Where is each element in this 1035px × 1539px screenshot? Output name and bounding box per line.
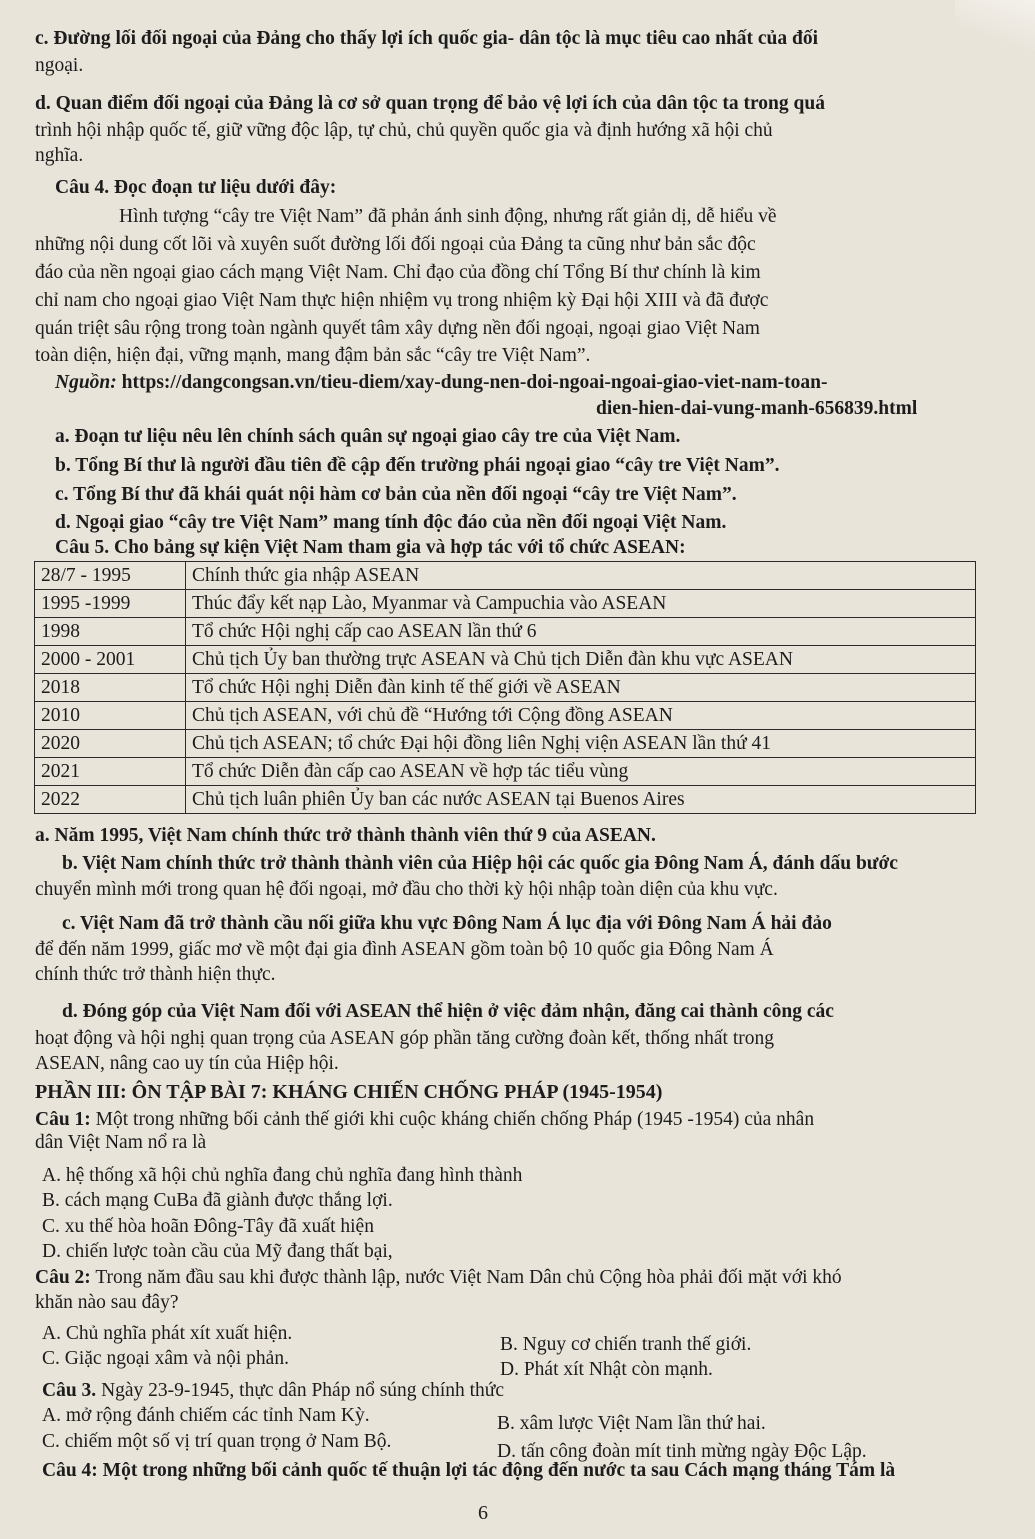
- p3-q3-option-a: A. mở rộng đánh chiếm các tỉnh Nam Kỳ.: [42, 1405, 370, 1426]
- q5-option-c-line3: chính thức trở thành hiện thực.: [35, 964, 276, 985]
- q4-option-a: a. Đoạn tư liệu nêu lên chính sách quân sự ngoại giao cây tre của Việt Nam.: [55, 426, 681, 447]
- table-cell-year: 2010: [35, 702, 186, 730]
- table-cell-event: Tổ chức Hội nghị Diễn đàn kinh tế thế giới về ASEAN: [186, 674, 976, 702]
- q5-option-a: a. Năm 1995, Việt Nam chính thức trở thành thành viên thứ 9 của ASEAN.: [35, 825, 656, 846]
- p3-q3-label: Câu 3.: [42, 1380, 97, 1401]
- table-cell-event: Chủ tịch ASEAN, với chủ đề “Hướng tới Cộng đồng ASEAN: [186, 702, 976, 730]
- q4-passage-line4: chỉ nam cho ngoại giao Việt Nam thực hiện nhiệm vụ trong nhiệm kỳ Đại hội XIII và đã được: [35, 290, 769, 311]
- q4-source-url-part1: https://dangcongsan.vn/tieu-diem/xay-dung-nen-doi-ngoai-ngoai-giao-viet-nam-toan-: [116, 372, 828, 393]
- p3-q3-option-b: B. xâm lược Việt Nam lần thứ hai.: [497, 1413, 766, 1434]
- q4-passage-line6: toàn diện, hiện đại, vững mạnh, mang đậm bản sắc “cây tre Việt Nam”.: [35, 345, 591, 366]
- table-cell-year: 1998: [35, 618, 186, 646]
- q4-passage-line1: Hình tượng “cây tre Việt Nam” đã phản ánh sinh động, nhưng rất giản dị, dễ hiểu về: [119, 206, 777, 227]
- q3-option-d-line3: nghĩa.: [35, 145, 84, 166]
- p3-q4-text: Một trong những bối cảnh quốc tế thuận lợi tác động đến nước ta sau Cách mạng tháng Tám là: [97, 1460, 896, 1481]
- p3-q2-label: Câu 2:: [35, 1267, 91, 1288]
- p3-q3-option-d: D. tấn công đoàn mít tinh mừng ngày Độc Lập.: [497, 1441, 867, 1462]
- q4-option-b: b. Tổng Bí thư là người đầu tiên đề cập đến trường phái ngoại giao “cây tre Việt Nam”.: [55, 455, 780, 476]
- q4-title: Câu 4. Đọc đoạn tư liệu dưới đây:: [55, 177, 337, 198]
- q5-option-d-line1: d. Đóng góp của Việt Nam đối với ASEAN thể hiện ở việc đảm nhận, đăng cai thành công các: [62, 1001, 834, 1022]
- q4-option-c: c. Tổng Bí thư đã khái quát nội hàm cơ bản của nền đối ngoại “cây tre Việt Nam”.: [55, 484, 737, 505]
- q5-option-c-line2: để đến năm 1999, giấc mơ về một đại gia đình ASEAN gồm toàn bộ 10 quốc gia Đông Nam Á: [35, 939, 774, 960]
- table-cell-event: Chủ tịch Ủy ban thường trực ASEAN và Chủ tịch Diễn đàn khu vực ASEAN: [186, 646, 976, 674]
- p3-q1-option-b: B. cách mạng CuBa đã giành được thắng lợi.: [42, 1190, 393, 1211]
- q5-option-b-line2: chuyển mình mới trong quan hệ đối ngoại, mở đầu cho thời kỳ hội nhập toàn diện của khu vực.: [35, 879, 778, 900]
- q4-passage-line3: đáo của nền ngoại giao cách mạng Việt Nam. Chỉ đạo của đồng chí Tổng Bí thư chính là kim: [35, 262, 761, 283]
- p3-q2-option-b: B. Nguy cơ chiến tranh thế giới.: [500, 1334, 752, 1355]
- q4-source-url-part2: dien-hien-dai-vung-manh-656839.html: [596, 398, 918, 419]
- p3-q4-line1: [42, 1459, 895, 1483]
- p3-q3-text: Ngày 23-9-1945, thực dân Pháp nổ súng chính thức: [96, 1380, 505, 1401]
- table-cell-year: 2018: [35, 674, 186, 702]
- table-cell-event: Tổ chức Hội nghị cấp cao ASEAN lần thứ 6: [186, 618, 976, 646]
- table-row: [35, 674, 976, 702]
- table-cell-event: Thúc đẩy kết nạp Lào, Myanmar và Campuchia vào ASEAN: [186, 590, 976, 618]
- p3-q2-text: Trong năm đầu sau khi được thành lập, nước Việt Nam Dân chủ Cộng hòa phải đối mặt với khó: [90, 1267, 842, 1288]
- asean-events-table: [34, 561, 976, 814]
- page-corner-shadow: [955, 0, 1035, 50]
- table-cell-year: 28/7 - 1995: [35, 562, 186, 590]
- table-row: [35, 758, 976, 786]
- q3-option-d-line2: trình hội nhập quốc tế, giữ vững độc lập, tự chủ, chủ quyền quốc gia và định hướng xã hội chủ: [35, 120, 773, 141]
- p3-q1-text: Một trong những bối cảnh thế giới khi cuộc kháng chiến chống Pháp (1945 -1954) của nhân: [90, 1109, 815, 1130]
- q3-option-c-line2: ngoại.: [35, 55, 84, 76]
- table-cell-year: 2022: [35, 786, 186, 814]
- table-row: [35, 646, 976, 674]
- p3-q1-option-c: C. xu thế hòa hoãn Đông-Tây đã xuất hiện: [42, 1216, 374, 1237]
- q4-option-d: d. Ngoại giao “cây tre Việt Nam” mang tính độc đáo của nền đối ngoại Việt Nam.: [55, 512, 727, 533]
- q3-option-c-line1: c. Đường lối đối ngoại của Đảng cho thấy lợi ích quốc gia- dân tộc là mục tiêu cao nhất của đối: [35, 28, 819, 49]
- q3-option-d-line1: d. Quan điểm đối ngoại của Đảng là cơ sở quan trọng để bảo vệ lợi ích của dân tộc ta trong quá: [35, 93, 825, 114]
- p3-q1-option-d: D. chiến lược toàn cầu của Mỹ đang thất bại,: [42, 1241, 393, 1262]
- table-cell-year: 1995 -1999: [35, 590, 186, 618]
- table-cell-year: 2021: [35, 758, 186, 786]
- p3-q1-option-a: A. hệ thống xã hội chủ nghĩa đang chủ nghĩa đang hình thành: [42, 1165, 523, 1186]
- p3-q1-line2: dân Việt Nam nổ ra là: [35, 1132, 207, 1153]
- table-cell-year: 2020: [35, 730, 186, 758]
- table-cell-event: Tổ chức Diễn đàn cấp cao ASEAN về hợp tác tiểu vùng: [186, 758, 976, 786]
- table-row: [35, 562, 976, 590]
- q4-passage-line2: những nội dung cốt lõi và xuyên suốt đường lối đối ngoại của Đảng ta cũng như bản sắc độc: [35, 234, 756, 255]
- q4-source-line1: [55, 371, 828, 395]
- table-cell-event: Chủ tịch luân phiên Ủy ban các nước ASEAN tại Buenos Aires: [186, 786, 976, 814]
- q5-option-c-line1: c. Việt Nam đã trở thành cầu nối giữa khu vực Đông Nam Á lục địa với Đông Nam Á hải đảo: [62, 913, 832, 934]
- p3-q1-label: Câu 1:: [35, 1109, 91, 1130]
- p3-q2-option-d: D. Phát xít Nhật còn mạnh.: [500, 1359, 713, 1380]
- p3-q2-option-a: A. Chủ nghĩa phát xít xuất hiện.: [42, 1323, 293, 1344]
- p3-q1-line1: [35, 1108, 814, 1132]
- table-row: [35, 618, 976, 646]
- table-cell-year: 2000 - 2001: [35, 646, 186, 674]
- table-cell-event: Chủ tịch ASEAN; tổ chức Đại hội đồng liên Nghị viện ASEAN lần thứ 41: [186, 730, 976, 758]
- table-row: [35, 590, 976, 618]
- q5-option-d-line3: ASEAN, nâng cao uy tín của Hiệp hội.: [35, 1053, 339, 1074]
- table-cell-event: Chính thức gia nhập ASEAN: [186, 562, 976, 590]
- q5-option-d-line2: hoạt động và hội nghị quan trọng của ASEAN góp phần tăng cường đoàn kết, thống nhất trong: [35, 1028, 775, 1049]
- p3-q2-line2: khăn nào sau đây?: [35, 1292, 179, 1313]
- q5-title: Câu 5. Cho bảng sự kiện Việt Nam tham gia và hợp tác với tổ chức ASEAN:: [55, 537, 686, 558]
- p3-q4-label: Câu 4:: [42, 1460, 98, 1481]
- table-row: [35, 702, 976, 730]
- p3-q2-line1: [35, 1266, 842, 1290]
- p3-q3-line1: [42, 1379, 504, 1403]
- p3-q2-option-c: C. Giặc ngoại xâm và nội phản.: [42, 1348, 289, 1369]
- table-row: [35, 786, 976, 814]
- part3-heading: PHẦN III: ÔN TẬP BÀI 7: KHÁNG CHIẾN CHỐNG PHÁP (1945-1954): [35, 1081, 663, 1103]
- q4-passage-line5: quán triệt sâu rộng trong toàn ngành quyết tâm xây dựng nền đối ngoại, ngoại giao Việt Nam: [35, 318, 760, 339]
- p3-q3-option-c: C. chiếm một số vị trí quan trọng ở Nam Bộ.: [42, 1431, 392, 1452]
- page-number: 6: [478, 1502, 488, 1524]
- q5-option-b-line1: b. Việt Nam chính thức trở thành thành viên của Hiệp hội các quốc gia Đông Nam Á, đánh dấu bước: [62, 853, 898, 874]
- q4-source-label: Nguồn:: [55, 372, 117, 393]
- table-row: [35, 730, 976, 758]
